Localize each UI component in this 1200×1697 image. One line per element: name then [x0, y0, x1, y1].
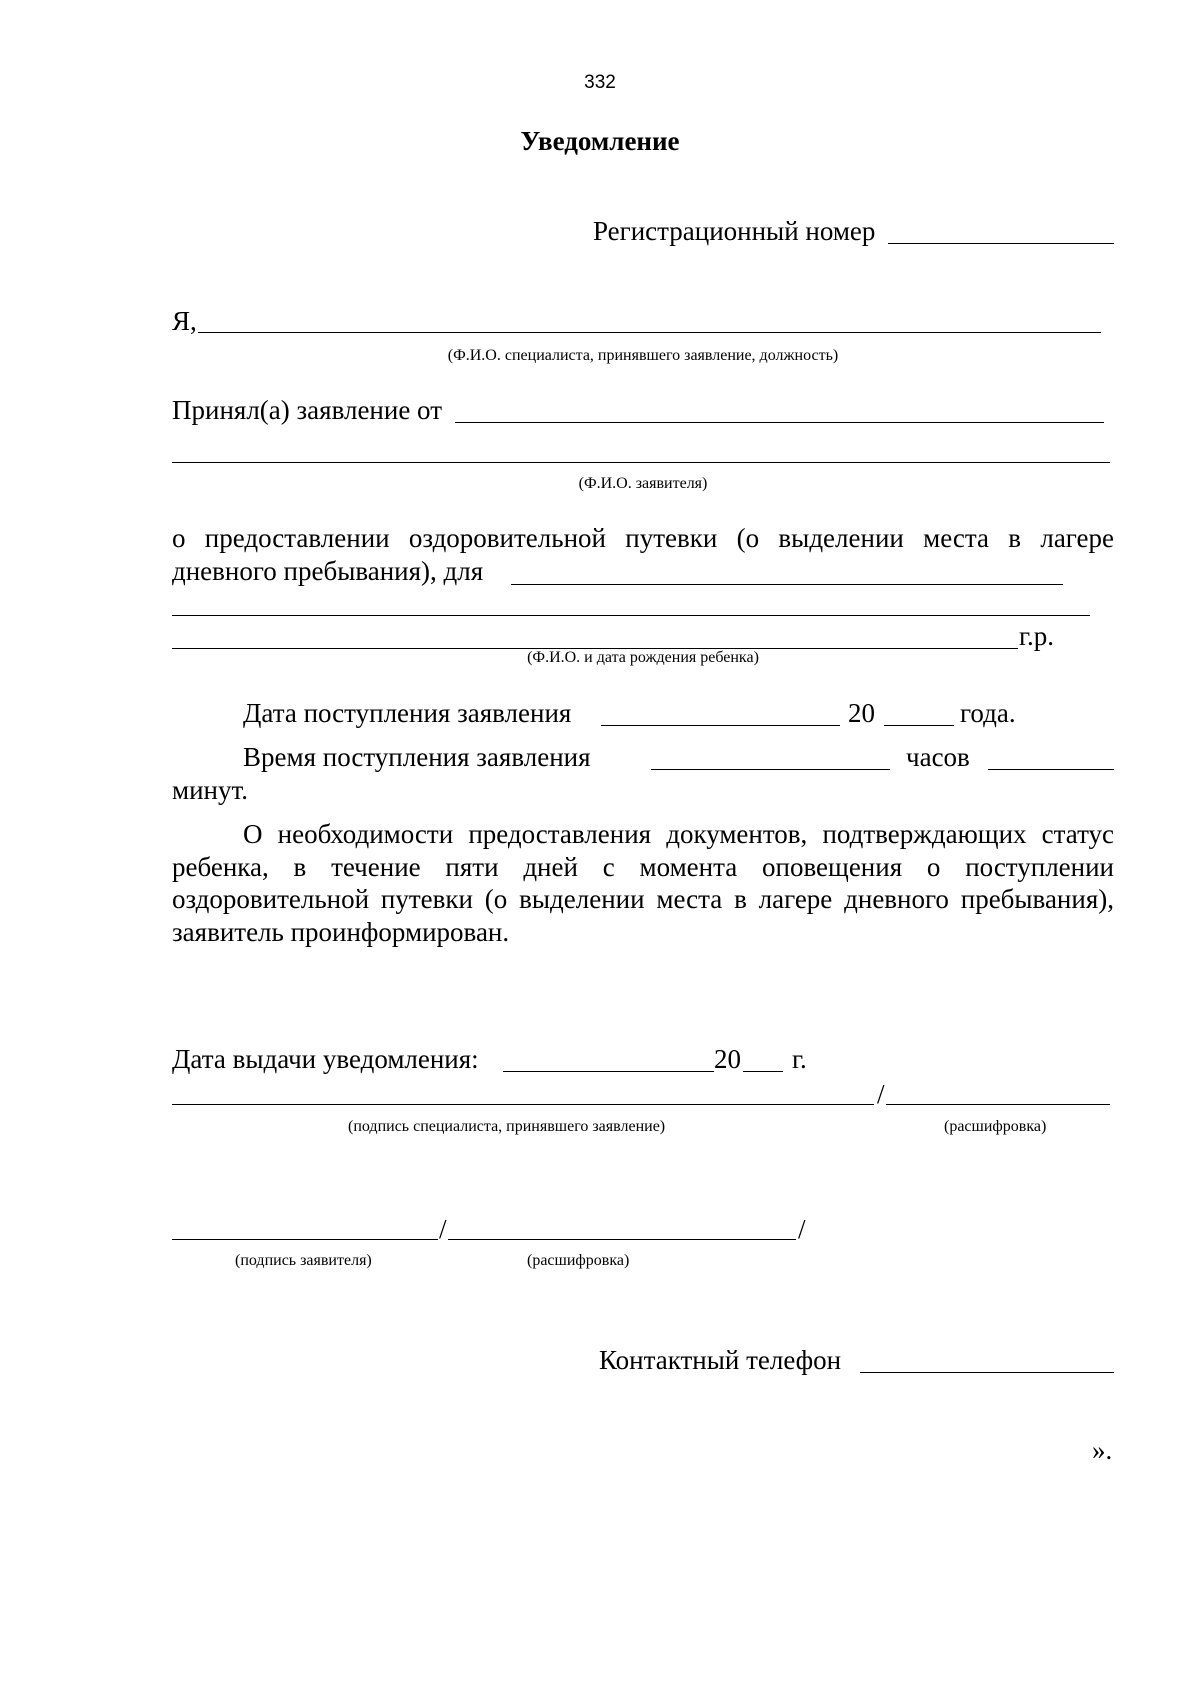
- hours-label: часов: [906, 742, 970, 772]
- phone-label: Контактный телефон: [599, 1345, 842, 1375]
- receipt-hours-field[interactable]: [651, 769, 890, 770]
- receipt-year-prefix: 20: [848, 698, 875, 728]
- child-name-field[interactable]: [511, 584, 1063, 585]
- specialist-signature-separator: /: [877, 1079, 885, 1109]
- receipt-time-label: Время поступления заявления: [243, 742, 591, 772]
- minutes-label: минут.: [172, 775, 249, 805]
- applicant-decoding-field[interactable]: [448, 1239, 796, 1240]
- issue-year-field[interactable]: [743, 1071, 783, 1072]
- applicant-decoding-caption: (расшифровка): [527, 1252, 630, 1269]
- document-title: Уведомление: [520, 126, 680, 156]
- issue-year-suffix: г.: [792, 1044, 807, 1074]
- phone-field[interactable]: [860, 1372, 1114, 1373]
- receipt-date-field[interactable]: [601, 725, 840, 726]
- registration-label: Регистрационный номер: [593, 216, 876, 246]
- specialist-signature-caption: (подпись специалиста, принявшего заявление): [348, 1118, 666, 1135]
- child-caption: (Ф.И.О. и дата рождения ребенка): [527, 649, 759, 666]
- issue-year-prefix: 20: [714, 1044, 741, 1074]
- voucher-text-line-2: дневного пребывания), для: [172, 556, 484, 586]
- specialist-decoding-caption: (расшифровка): [944, 1118, 1047, 1135]
- child-name-field-continued[interactable]: [172, 615, 1090, 616]
- receipt-minutes-field[interactable]: [988, 769, 1114, 770]
- issue-date-label: Дата выдачи уведомления:: [172, 1044, 479, 1074]
- receipt-year-suffix: года.: [960, 698, 1016, 728]
- specialist-prefix: Я,: [172, 306, 197, 336]
- specialist-signature-field[interactable]: [172, 1104, 874, 1105]
- applicant-decoding-end-separator: /: [798, 1214, 806, 1244]
- specialist-caption: (Ф.И.О. специалиста, принявшего заявление, должность): [447, 347, 839, 364]
- applicant-signature-caption: (подпись заявителя): [235, 1252, 372, 1269]
- receipt-year-field[interactable]: [884, 725, 954, 726]
- registration-number-field[interactable]: [888, 243, 1114, 244]
- issue-date-field[interactable]: [503, 1071, 714, 1072]
- birth-year-suffix: г.р.: [1019, 621, 1055, 651]
- closing-quote: ».: [1092, 1435, 1113, 1465]
- applicant-name-field-continued[interactable]: [172, 462, 1110, 463]
- receipt-date-label: Дата поступления заявления: [243, 698, 572, 728]
- specialist-name-field[interactable]: [198, 332, 1101, 333]
- applicant-label: Принял(а) заявление от: [172, 395, 442, 425]
- voucher-text-line-1: о предоставлении оздоровительной путевки (о выделении места в лагере: [172, 523, 1114, 553]
- page-number: 332: [584, 72, 616, 93]
- specialist-decoding-field[interactable]: [886, 1104, 1110, 1105]
- applicant-name-field[interactable]: [455, 422, 1104, 423]
- applicant-signature-field[interactable]: [172, 1239, 438, 1240]
- notice-paragraph: О необходимости предоставления документов, подтверждающих статус ребенка, в течение пяти дней с момента оповещения о поступлении оздоровительной путевки (о выделении места в лагере дневного пребывания), заявитель проинформирован.: [172, 819, 1114, 947]
- applicant-signature-separator: /: [439, 1214, 447, 1244]
- applicant-caption: (Ф.И.О. заявителя): [578, 475, 708, 492]
